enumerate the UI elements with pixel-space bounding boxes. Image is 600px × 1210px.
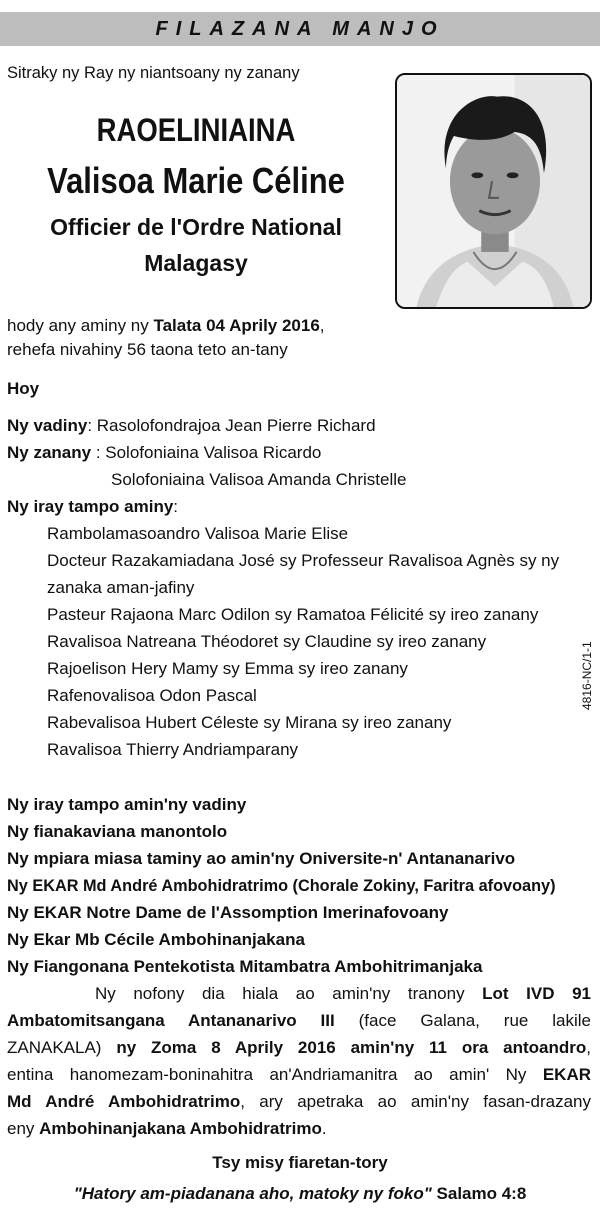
portrait-illustration: [397, 75, 590, 307]
sibling-line: Rabevalisoa Hubert Céleste sy Mirana sy ireo zanany: [47, 713, 452, 732]
child-name: Solofoniaina Valisoa Ricardo: [105, 443, 322, 462]
group-line: Ny fianakaviana manontolo: [7, 822, 228, 841]
honor-title-line1: Officier de l'Ordre National: [50, 214, 342, 240]
funeral-address: Ambatomitsangana Antananarivo III: [7, 1011, 335, 1030]
children-line: Ny zanany : Solofoniaina Valisoa Ricardo: [7, 443, 322, 462]
funeral-line: Ny nofony dia hiala ao amin'ny tranony Lot IVD 91: [95, 984, 591, 1003]
group-line: Ny Ekar Mb Cécile Ambohinanjakana: [7, 930, 305, 949]
funeral-address: Lot IVD 91: [482, 984, 591, 1003]
verse-quote: "Hatory am-piadanana aho, matoky ny foko": [73, 1184, 432, 1203]
funeral-line: ZANAKALA) ny Zoma 8 Aprily 2016 amin'ny 11 ora antoandro,: [7, 1038, 591, 1057]
no-flowers-note: Tsy misy fiaretan-tory: [212, 1153, 388, 1172]
honor-title-line2: Malagasy: [144, 250, 248, 276]
funeral-line: entina hanomezam-boninahitra an'Andriamanitra ao amin' Ny EKAR: [7, 1065, 591, 1084]
group-line: Ny Fiangonana Pentekotista Mitambatra Ambohitrimanjaka: [7, 957, 483, 976]
hoy-label: Hoy: [7, 379, 40, 398]
deceased-surname: RAOELINIAINA: [96, 112, 296, 148]
children-label: Ny zanany: [7, 443, 92, 462]
husband-name: Rasolofondrajoa Jean Pierre Richard: [96, 416, 376, 435]
group-line: Ny iray tampo amin'ny vadiny: [7, 795, 247, 814]
siblings-label: Ny iray tampo aminy: [7, 497, 174, 516]
death-date-line: hody any aminy ny Talata 04 Aprily 2016,: [7, 316, 325, 335]
death-date: Talata 04 Aprily 2016: [153, 316, 320, 335]
header-title: FILAZANA MANJO: [155, 17, 445, 40]
funeral-line: eny Ambohinanjakana Ambohidratrimo.: [7, 1119, 327, 1138]
sibling-line: zanaka aman-jafiny: [47, 578, 195, 597]
sibling-line: Rambolamasoandro Valisoa Marie Elise: [47, 524, 349, 543]
sibling-line: Ravalisoa Thierry Andriamparany: [47, 740, 299, 759]
funeral-line: Ambatomitsangana Antananarivo III (face Galana, rue lakile: [7, 1011, 591, 1030]
siblings-line: Ny iray tampo aminy:: [7, 497, 179, 516]
husband-line: Ny vadiny: Rasolofondrajoa Jean Pierre Richard: [7, 416, 376, 435]
portrait-photo: [395, 73, 592, 309]
age-line: rehefa nivahiny 56 taona teto an-tany: [7, 340, 288, 359]
header-bar: [0, 12, 600, 46]
husband-label: Ny vadiny: [7, 416, 88, 435]
deceased-given-names: Valisoa Marie Céline: [47, 160, 345, 201]
child-name: Solofoniaina Valisoa Amanda Christelle: [111, 470, 407, 489]
group-line: Ny mpiara miasa taminy ao amin'ny Oniversite-n' Antananarivo: [7, 849, 516, 868]
sibling-line: Pasteur Rajaona Marc Odilon sy Ramatoa Félicité sy ireo zanany: [47, 605, 539, 624]
sibling-line: Rafenovalisoa Odon Pascal: [47, 686, 257, 705]
burial-place: Ambohinanjakana Ambohidratrimo: [39, 1119, 322, 1138]
verse-reference: Salamo 4:8: [431, 1184, 527, 1203]
church-name: Md André Ambohidratrimo: [7, 1092, 241, 1111]
sibling-line: Rajoelison Hery Mamy sy Emma sy ireo zanany: [47, 659, 408, 678]
bible-verse: [0, 1184, 600, 1204]
group-line: Ny EKAR Notre Dame de l'Assomption Imerinafovoany: [7, 903, 449, 922]
funeral-line: Md André Ambohidratrimo, ary apetraka ao amin'ny fasan-drazany: [7, 1092, 591, 1111]
church-name: EKAR: [542, 1065, 591, 1084]
sibling-line: Ravalisoa Natreana Théodoret sy Claudine sy ireo zanany: [47, 632, 487, 651]
sibling-line: Docteur Razakamiadana José sy Professeur Ravalisoa Agnès sy ny: [47, 551, 560, 570]
funeral-time: ny Zoma 8 Aprily 2016 amin'ny 11 ora antoandro: [116, 1038, 587, 1057]
intro-line: Sitraky ny Ray ny niantsoany ny zanany: [7, 64, 300, 82]
reference-code: 4816-NC/1-1: [580, 641, 594, 710]
group-line: Ny EKAR Md André Ambohidratrimo (Chorale Zokiny, Faritra afovoany): [7, 877, 556, 895]
